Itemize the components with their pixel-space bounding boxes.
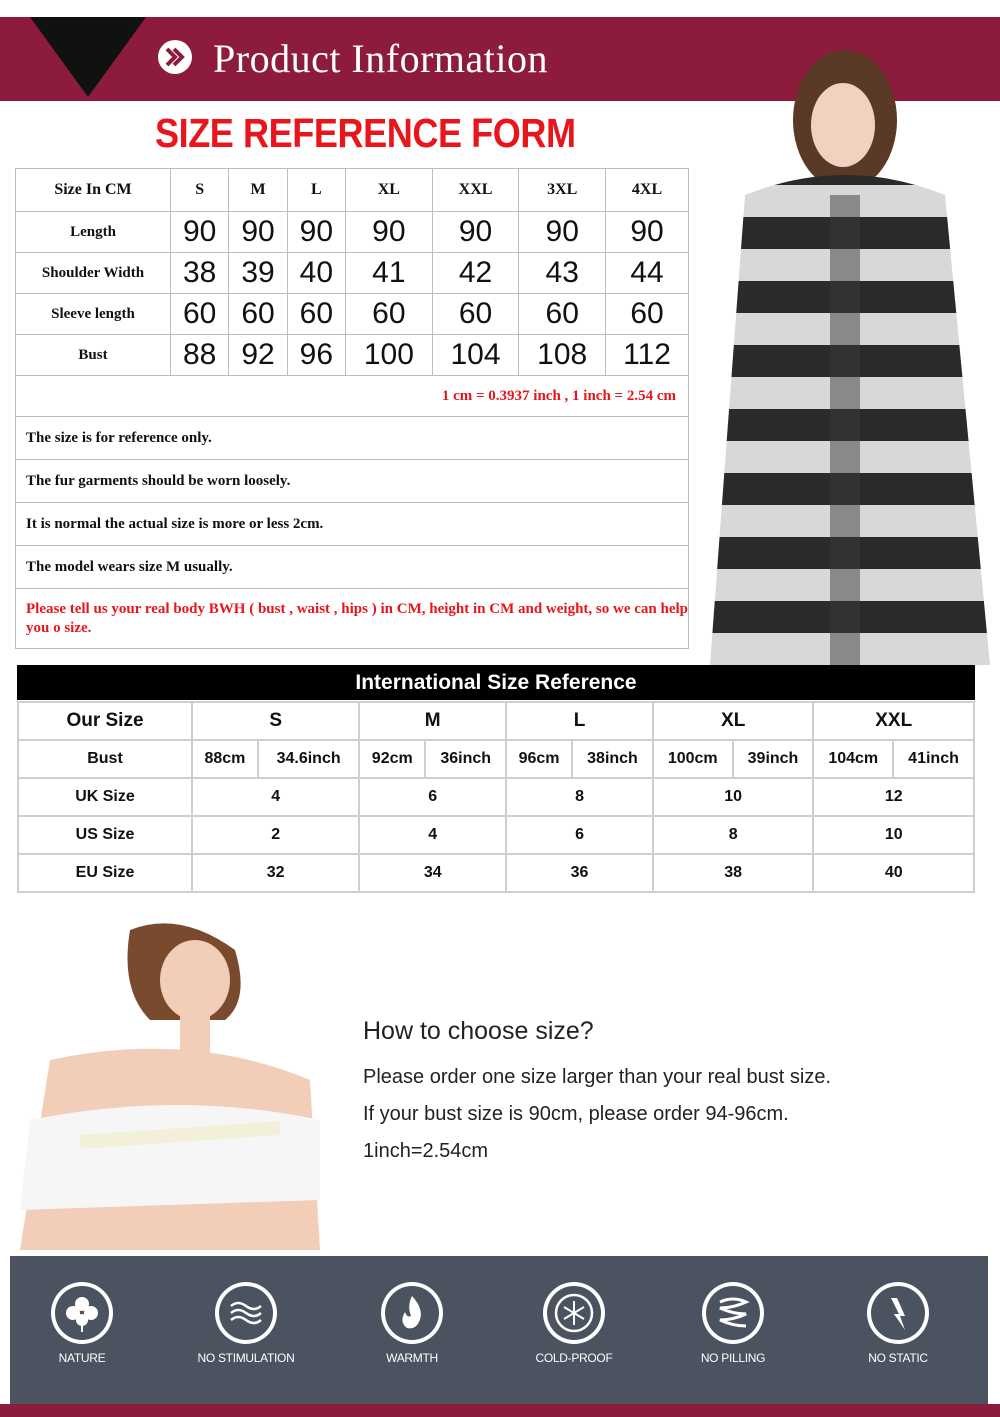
- arrow-right-icon: [158, 40, 192, 74]
- note-row: [16, 460, 689, 503]
- feature-label: NO PILLING: [700, 1351, 766, 1365]
- footer-strip: [0, 1404, 1000, 1417]
- cell-value: 90: [432, 212, 519, 253]
- size-header-label: Size In CM: [16, 169, 171, 212]
- cell-value: 40: [813, 854, 974, 892]
- cell-value: 39inch: [733, 740, 814, 778]
- size-col: M: [359, 702, 506, 740]
- cell-value: 90: [519, 212, 606, 253]
- cell-value: 60: [171, 294, 229, 335]
- feature-label: NATURE: [58, 1351, 106, 1365]
- cell-value: 34.6inch: [258, 740, 359, 778]
- cell-value: 60: [432, 294, 519, 335]
- table-row: [18, 740, 974, 778]
- table-row: [16, 212, 689, 253]
- cell-value: 104: [432, 335, 519, 376]
- table-row: [16, 253, 689, 294]
- our-size-label: Our Size: [18, 702, 192, 740]
- cell-value: 12: [813, 778, 974, 816]
- measuring-photo: [20, 910, 320, 1250]
- cell-value: 36inch: [425, 740, 506, 778]
- cell-value: 60: [229, 294, 287, 335]
- coil-icon: [702, 1282, 764, 1344]
- page-title: Product Information: [213, 36, 548, 81]
- cell-value: 90: [606, 212, 689, 253]
- row-label: UK Size: [18, 778, 192, 816]
- cell-value: 2: [192, 816, 359, 854]
- red-note-text: Please tell us your real body BWH ( bust , waist , hips ) in CM, height in CM and weight, so we can help you o size.: [16, 589, 689, 649]
- cell-value: 41inch: [893, 740, 974, 778]
- cell-value: 43: [519, 253, 606, 294]
- cell-value: 60: [287, 294, 345, 335]
- note-row: [16, 417, 689, 460]
- table-row: [18, 778, 974, 816]
- how-line: 1inch=2.54cm: [363, 1140, 489, 1162]
- cell-value: 4: [359, 816, 506, 854]
- cell-value: 6: [506, 816, 653, 854]
- clover-icon: [51, 1282, 113, 1344]
- cell-value: 10: [813, 816, 974, 854]
- row-label: Bust: [18, 740, 192, 778]
- cell-value: 34: [359, 854, 506, 892]
- cell-value: 38: [171, 253, 229, 294]
- feature-warmth: [352, 1282, 472, 1365]
- cell-value: 6: [359, 778, 506, 816]
- feature-label: NO STATIC: [868, 1351, 928, 1365]
- lightning-icon: [867, 1282, 929, 1344]
- note-text: The model wears size M usually.: [16, 546, 689, 589]
- cell-value: 44: [606, 253, 689, 294]
- size-col: XL: [346, 169, 433, 212]
- cell-value: 90: [287, 212, 345, 253]
- table-row: [18, 854, 974, 892]
- size-col: XL: [653, 702, 814, 740]
- size-col: XXL: [813, 702, 974, 740]
- cell-value: 4: [192, 778, 359, 816]
- table-row: [18, 816, 974, 854]
- cell-value: 100cm: [653, 740, 733, 778]
- note-row: [16, 546, 689, 589]
- size-col: L: [287, 169, 345, 212]
- cell-value: 36: [506, 854, 653, 892]
- feature-nature: [22, 1282, 142, 1365]
- size-col: 4XL: [606, 169, 689, 212]
- cell-value: 41: [346, 253, 433, 294]
- table-row: [16, 294, 689, 335]
- cell-value: 8: [506, 778, 653, 816]
- size-form-title: SIZE REFERENCE FORM: [155, 110, 576, 156]
- cell-value: 100: [346, 335, 433, 376]
- size-col: XXL: [432, 169, 519, 212]
- cell-value: 38: [653, 854, 814, 892]
- size-col: S: [192, 702, 359, 740]
- row-label: Sleeve length: [16, 294, 171, 335]
- model-photo: [705, 25, 995, 665]
- cell-value: 90: [229, 212, 287, 253]
- size-col: 3XL: [519, 169, 606, 212]
- size-col: L: [506, 702, 653, 740]
- intl-header-row: [18, 702, 974, 740]
- cell-value: 10: [653, 778, 814, 816]
- snowflake-icon: [543, 1282, 605, 1344]
- how-to-choose-title: How to choose size?: [363, 1017, 594, 1045]
- how-line: Please order one size larger than your real bust size.: [363, 1066, 832, 1088]
- note-text: The size is for reference only.: [16, 417, 689, 460]
- conversion-text: 1 cm = 0.3937 inch , 1 inch = 2.54 cm: [16, 376, 689, 417]
- row-label: EU Size: [18, 854, 192, 892]
- cell-value: 38inch: [572, 740, 653, 778]
- size-reference-table: [15, 168, 689, 649]
- cell-value: 96cm: [506, 740, 572, 778]
- cell-value: 40: [287, 253, 345, 294]
- note-text: The fur garments should be worn loosely.: [16, 460, 689, 503]
- waves-icon: [215, 1282, 277, 1344]
- conversion-row: [16, 376, 689, 417]
- cell-value: 104cm: [813, 740, 893, 778]
- feature-cold-proof: [514, 1282, 634, 1365]
- row-label: Bust: [16, 335, 171, 376]
- cell-value: 92: [229, 335, 287, 376]
- feature-label: WARMTH: [386, 1351, 438, 1365]
- cell-value: 90: [346, 212, 433, 253]
- cell-value: 60: [346, 294, 433, 335]
- intl-size-table: [17, 701, 975, 893]
- cell-value: 92cm: [359, 740, 425, 778]
- size-header-row: [16, 169, 689, 212]
- note-row: [16, 589, 689, 649]
- feature-no-static: [838, 1282, 958, 1365]
- cell-value: 39: [229, 253, 287, 294]
- cell-value: 60: [519, 294, 606, 335]
- cell-value: 88cm: [192, 740, 258, 778]
- intl-size-title: International Size Reference: [17, 665, 975, 700]
- cell-value: 42: [432, 253, 519, 294]
- feature-label: NO STIMULATION: [197, 1351, 295, 1365]
- cell-value: 88: [171, 335, 229, 376]
- size-col: S: [171, 169, 229, 212]
- note-row: [16, 503, 689, 546]
- row-label: Length: [16, 212, 171, 253]
- cell-value: 8: [653, 816, 814, 854]
- feature-no-stimulation: [186, 1282, 306, 1365]
- flame-icon: [381, 1282, 443, 1344]
- feature-no-pilling: [673, 1282, 793, 1365]
- row-label: US Size: [18, 816, 192, 854]
- feature-label: COLD-PROOF: [535, 1351, 613, 1365]
- cell-value: 112: [606, 335, 689, 376]
- banner-triangle: [30, 17, 146, 97]
- row-label: Shoulder Width: [16, 253, 171, 294]
- cell-value: 60: [606, 294, 689, 335]
- cell-value: 108: [519, 335, 606, 376]
- cell-value: 90: [171, 212, 229, 253]
- table-row: [16, 335, 689, 376]
- size-col: M: [229, 169, 287, 212]
- cell-value: 96: [287, 335, 345, 376]
- note-text: It is normal the actual size is more or less 2cm.: [16, 503, 689, 546]
- cell-value: 32: [192, 854, 359, 892]
- how-line: If your bust size is 90cm, please order 94-96cm.: [363, 1103, 789, 1125]
